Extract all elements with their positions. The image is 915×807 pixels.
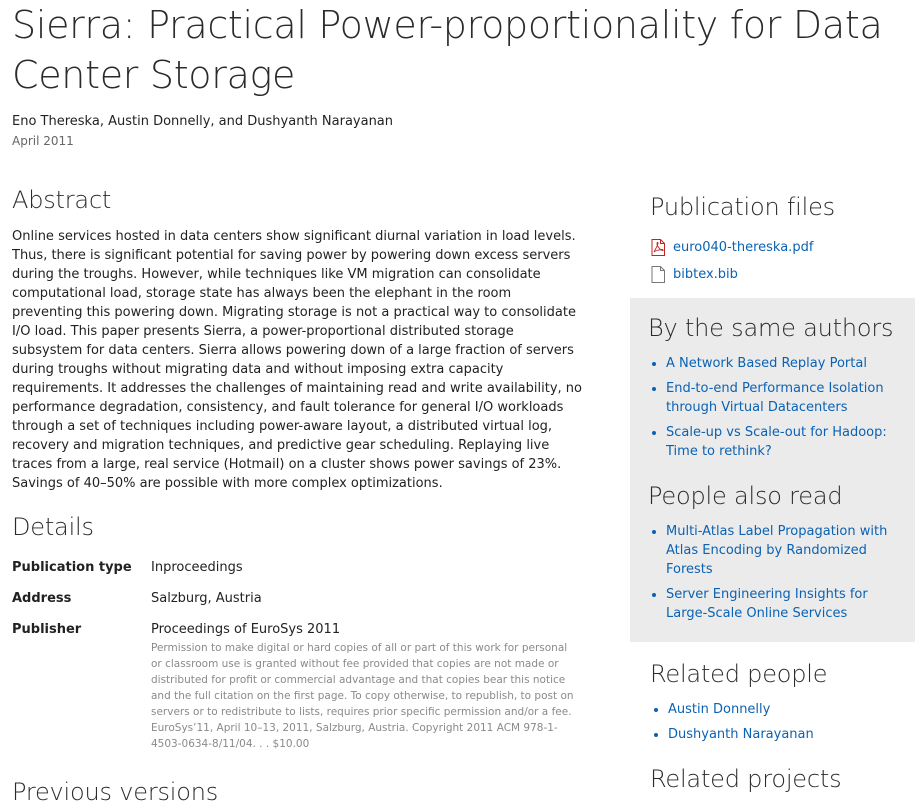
details-label: Address: [12, 591, 72, 606]
authors: Eno Thereska, Austin Donnelly, and Dushyanth Narayanan: [12, 114, 394, 129]
same-author-link[interactable]: A Network Based Replay Portal: [666, 356, 867, 371]
publisher-copyright-note: Permission to make digital or hard copies of all or part of this work for personal or classroom use is granted without fee provided that copies are not made or distributed for profit or commercial advantage and that copies bear this notice and the full citation on the first page. To copy otherwise, to republish, to post on servers or to redistribute to lists, requires prior specific permission and/or a fee. EuroSys’11, April 10–13, 2011, Salzburg, Austria. Copyright 2011 ACM 978-1-4503-0634-8/11/04. . . $10.00: [151, 642, 574, 750]
details-label: Publisher: [12, 622, 82, 637]
related-people-heading: Related people: [650, 660, 828, 688]
abstract-text: Online services hosted in data centers show significant diurnal variation in load levels. Thus, there is significant potential for saving power by powering down excess servers during the troughs. However, while techniques like VM migration can consolidate computational load, storage state has always been the elephant in the room preventing this powering down. Migrating storage is not a practical way to consolidate I/O load. This paper presents Sierra, a power-proportional distributed storage subsystem for data centers. Sierra allows powering down of a large fraction of servers during troughs without migrating data and without imposing extra capacity requirements. It addresses the challenges of maintaining read and write availability, no performance degradation, consistency, and fault tolerance for general I/O workloads through a set of techniques including power-aware layout, a distributed virtual log, recovery and migration techniques, and predictive gear scheduling. Replaying live traces from a large, real service (Hotmail) on a cluster shows power savings of 23%. Savings of 40–50% are possible with more complex optimizations.: [12, 229, 582, 491]
details-row-publisher: [12, 621, 582, 752]
details-value-publisher: [151, 621, 576, 752]
details-row-publication-type: [12, 559, 582, 577]
list-item: [666, 354, 903, 373]
list-item: [668, 700, 900, 719]
details-heading: Details: [12, 513, 94, 541]
file-item-bib[interactable]: [650, 261, 813, 288]
publisher-name: Proceedings of EuroSys 2011: [151, 622, 341, 637]
same-authors-list: [648, 354, 903, 467]
same-author-link[interactable]: Scale-up vs Scale-out for Hadoop: Time to rethink?: [666, 425, 887, 459]
also-read-link[interactable]: Server Engineering Insights for Large-Scale Online Services: [666, 587, 868, 621]
list-item: [666, 379, 903, 417]
people-also-read-list: [648, 522, 903, 629]
same-author-link[interactable]: End-to-end Performance Isolation through Virtual Datacenters: [666, 381, 884, 415]
file-item-pdf[interactable]: [650, 234, 813, 261]
details-row-address: [12, 590, 582, 608]
list-item: [666, 522, 903, 579]
same-authors-heading: By the same authors: [648, 314, 894, 342]
abstract-heading: Abstract: [12, 186, 112, 214]
related-person-link[interactable]: Dushyanth Narayanan: [668, 727, 814, 742]
pdf-file-icon: [650, 239, 666, 256]
details-table: [12, 559, 582, 752]
previous-versions-heading: Previous versions: [12, 778, 219, 806]
details-value: Inproceedings: [151, 560, 243, 575]
publication-files-heading: Publication files: [650, 193, 835, 221]
document-file-icon: [650, 266, 666, 283]
publication-date: April 2011: [12, 134, 74, 148]
file-link-pdf[interactable]: euro040-thereska.pdf: [673, 240, 814, 255]
details-value: Salzburg, Austria: [151, 591, 262, 606]
also-read-link[interactable]: Multi-Atlas Label Propagation with Atlas Encoding by Randomized Forests: [666, 524, 888, 577]
list-item: [666, 423, 903, 461]
publication-files-list: [650, 234, 813, 288]
details-label: Publication type: [12, 560, 132, 575]
page-title: Sierra: Practical Power-proportionality for Data Center Storage: [12, 3, 883, 97]
related-projects-heading: Related projects: [650, 765, 842, 793]
people-also-read-heading: People also read: [648, 482, 843, 510]
related-person-link[interactable]: Austin Donnelly: [668, 702, 771, 717]
file-link-bib[interactable]: bibtex.bib: [673, 267, 738, 282]
list-item: [666, 585, 903, 623]
related-people-list: [650, 700, 900, 750]
list-item: [668, 725, 900, 744]
